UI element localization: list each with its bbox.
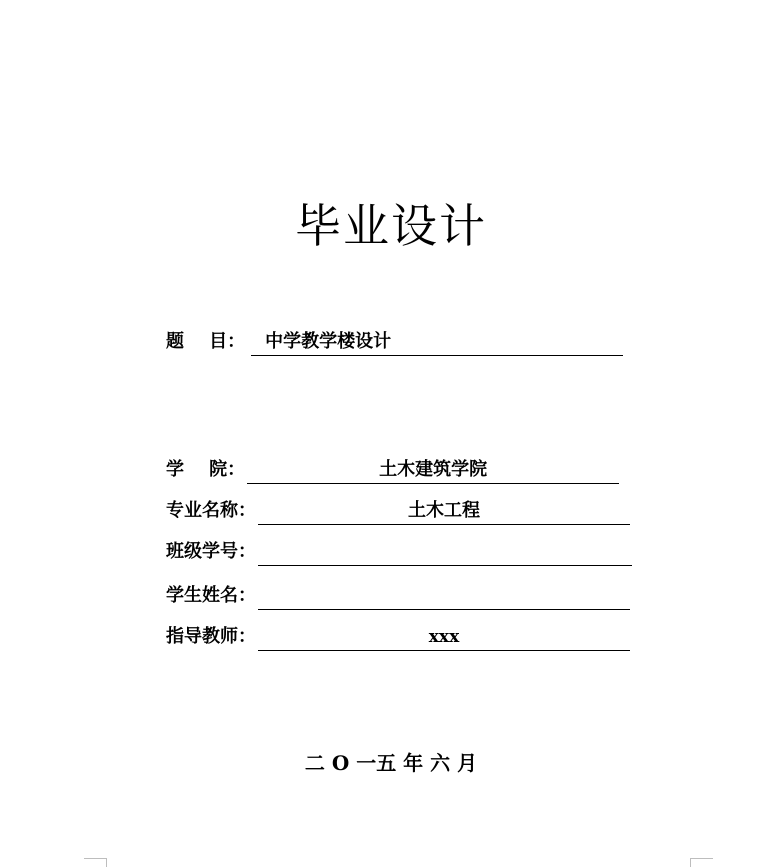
field-student-name [166, 580, 630, 610]
field-advisor-label: 指导教师： [166, 626, 256, 647]
field-major-line [258, 499, 630, 525]
field-major-label: 专业名称： [166, 500, 256, 521]
field-class-id-label: 班级学号： [166, 541, 256, 562]
field-major-value: 土木工程 [408, 500, 480, 521]
field-advisor [166, 621, 630, 651]
field-college-line [247, 458, 619, 484]
field-student-name-line [258, 584, 630, 610]
field-topic [166, 326, 623, 356]
field-topic-label: 题 目： [166, 331, 246, 352]
field-college-label: 学 院： [166, 459, 246, 480]
field-college [166, 454, 619, 484]
field-advisor-line [258, 625, 630, 651]
document-date: 二 O 一五 年 六 月 [304, 751, 478, 775]
field-class-id [166, 536, 632, 566]
field-student-name-label: 学生姓名： [166, 585, 256, 606]
field-advisor-value: xxx [428, 627, 460, 647]
field-college-value: 土木建筑学院 [379, 459, 488, 480]
field-major [166, 495, 630, 525]
field-topic-line [251, 330, 623, 356]
field-topic-value: 中学教学楼设计 [265, 331, 392, 352]
field-class-id-line [258, 540, 632, 566]
document-title: 毕业设计 [295, 199, 487, 253]
